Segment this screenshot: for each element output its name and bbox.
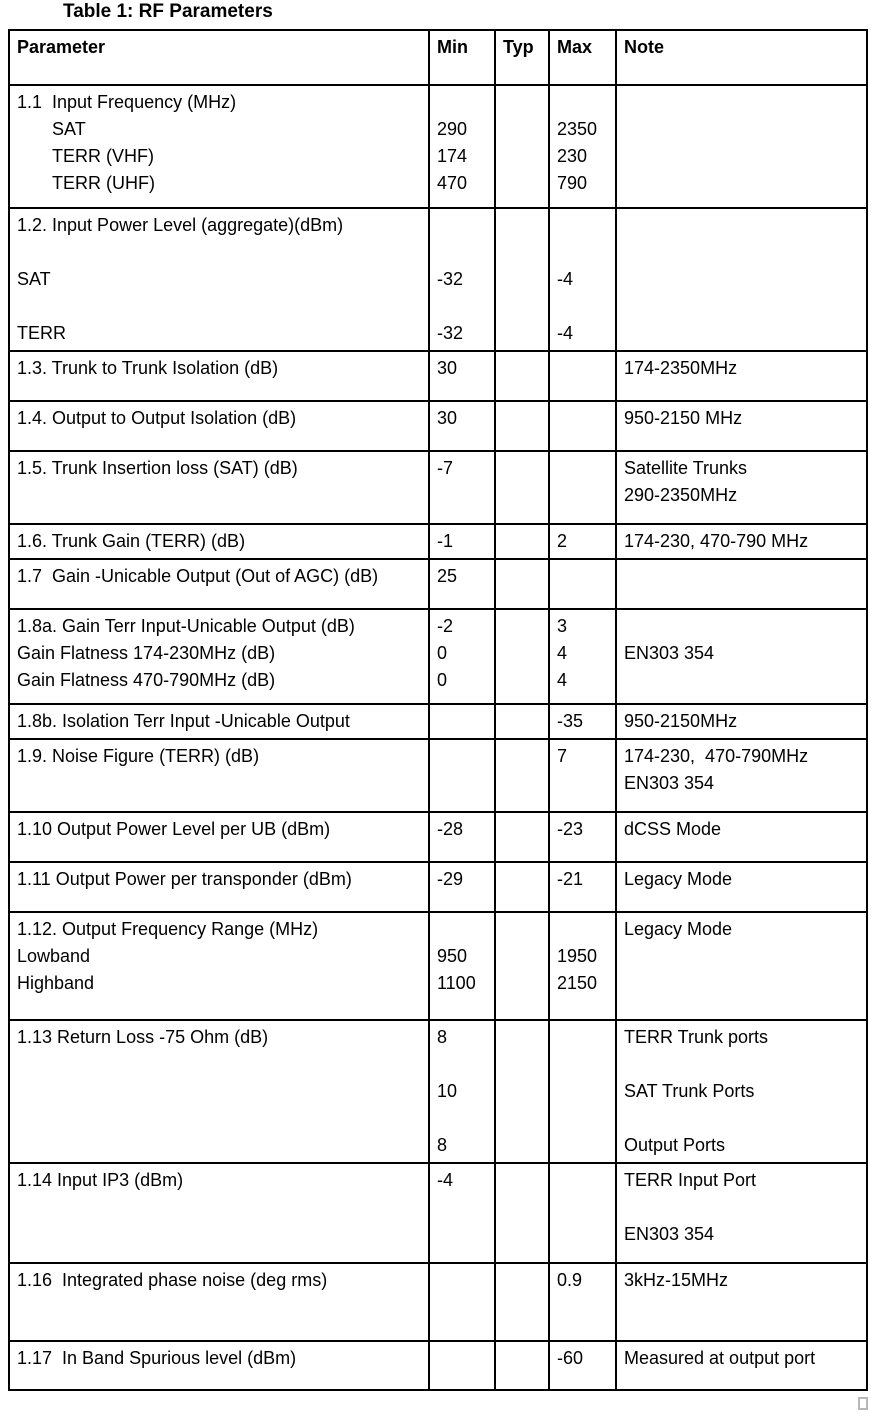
cell-line: 1.6. Trunk Gain (TERR) (dB) xyxy=(17,531,246,551)
cell-line: Measured at output port xyxy=(624,1348,816,1368)
table-row xyxy=(9,524,867,559)
cell-line: 174-230, 470-790MHz xyxy=(624,746,809,766)
cell-line: Legacy Mode xyxy=(624,919,733,939)
cell-line: EN303 354 xyxy=(624,1224,715,1244)
cell-line: -29 xyxy=(437,869,464,889)
cell-line: 30 xyxy=(437,408,458,428)
cell-parameter xyxy=(9,1020,429,1163)
cell-min xyxy=(429,1263,495,1341)
table-row xyxy=(9,1341,867,1390)
cell-line xyxy=(437,89,487,116)
cell-parameter xyxy=(9,862,429,912)
cell-max xyxy=(549,609,616,704)
cell-line xyxy=(624,1051,859,1078)
cell-parameter xyxy=(9,609,429,704)
cell-max xyxy=(549,451,616,524)
cell-note xyxy=(616,208,867,351)
cell-parameter xyxy=(9,1263,429,1341)
cell-typ xyxy=(495,1263,549,1341)
cell-note xyxy=(616,1263,867,1341)
cell-line: -28 xyxy=(437,819,464,839)
cell-line xyxy=(437,1105,487,1132)
cell-typ xyxy=(495,524,549,559)
header-min: Min xyxy=(429,30,495,85)
cell-line: 30 xyxy=(437,358,458,378)
cell-line: 174-230, 470-790 MHz xyxy=(624,531,809,551)
cell-note xyxy=(616,739,867,812)
cell-max xyxy=(549,912,616,1020)
cell-line: Gain Flatness 174-230MHz (dB) xyxy=(17,643,276,663)
cell-min xyxy=(429,401,495,451)
cell-max xyxy=(549,739,616,812)
cell-note xyxy=(616,351,867,401)
cell-line: 1.4. Output to Output Isolation (dB) xyxy=(17,408,297,428)
cell-max xyxy=(549,1163,616,1263)
cell-typ xyxy=(495,704,549,739)
cell-line: Lowband xyxy=(17,946,91,966)
cell-line: 950-2150MHz xyxy=(624,711,738,731)
cell-typ xyxy=(495,739,549,812)
cell-parameter xyxy=(9,351,429,401)
table-header-row xyxy=(9,30,867,85)
cell-line: 950-2150 MHz xyxy=(624,408,743,428)
cell-line: 7 xyxy=(557,746,568,766)
cell-line xyxy=(557,89,608,116)
cell-line: 1.7 Gain -Unicable Output (Out of AGC) (dB) xyxy=(17,566,379,586)
cell-max xyxy=(549,704,616,739)
cell-note xyxy=(616,1020,867,1163)
cell-line: 4 xyxy=(557,643,568,663)
cell-line: 1.14 Input IP3 (dBm) xyxy=(17,1170,184,1190)
header-note: Note xyxy=(616,30,867,85)
cell-note xyxy=(616,451,867,524)
cell-line: 3kHz-15MHz xyxy=(624,1270,729,1290)
cell-line xyxy=(437,293,487,320)
cell-typ xyxy=(495,862,549,912)
cell-parameter xyxy=(9,812,429,862)
cell-typ xyxy=(495,1341,549,1390)
table-row xyxy=(9,208,867,351)
cell-note xyxy=(616,1163,867,1263)
cell-line: 1.2. Input Power Level (aggregate)(dBm) xyxy=(17,215,344,235)
cell-line xyxy=(437,1051,487,1078)
cell-note xyxy=(616,1341,867,1390)
table-row xyxy=(9,451,867,524)
header-typ: Typ xyxy=(495,30,549,85)
cell-typ xyxy=(495,559,549,609)
cell-line: 2 xyxy=(557,531,568,551)
cell-parameter xyxy=(9,208,429,351)
cell-line: 790 xyxy=(557,173,588,193)
cell-max xyxy=(549,1020,616,1163)
cell-typ xyxy=(495,609,549,704)
table-row xyxy=(9,739,867,812)
cell-typ xyxy=(495,401,549,451)
cell-note xyxy=(616,609,867,704)
cell-line xyxy=(557,916,608,943)
cell-line: Highband xyxy=(17,973,95,993)
cell-line: 1.17 In Band Spurious level (dBm) xyxy=(17,1348,297,1368)
cell-line: -32 xyxy=(437,269,464,289)
cell-line: -23 xyxy=(557,819,584,839)
cell-typ xyxy=(495,351,549,401)
cell-line: -1 xyxy=(437,531,454,551)
table-row xyxy=(9,862,867,912)
cell-line: 1.9. Noise Figure (TERR) (dB) xyxy=(17,746,260,766)
cell-max xyxy=(549,1263,616,1341)
cell-line: 4 xyxy=(557,670,568,690)
cell-line: -21 xyxy=(557,869,584,889)
cell-line: -60 xyxy=(557,1348,584,1368)
cell-line xyxy=(557,212,608,239)
cell-parameter xyxy=(9,524,429,559)
cell-line: 950 xyxy=(437,946,468,966)
cell-line: 1.8a. Gain Terr Input-Unicable Output (dB) xyxy=(17,616,355,636)
cell-line: Gain Flatness 470-790MHz (dB) xyxy=(17,670,276,690)
cell-line: -32 xyxy=(437,323,464,343)
table-resize-handle[interactable] xyxy=(858,1397,868,1410)
cell-line: 1.3. Trunk to Trunk Isolation (dB) xyxy=(17,358,279,378)
cell-line: dCSS Mode xyxy=(624,819,722,839)
cell-max xyxy=(549,401,616,451)
cell-line: 0 xyxy=(437,643,448,663)
cell-min xyxy=(429,1163,495,1263)
cell-line: 25 xyxy=(437,566,458,586)
cell-line: 0 xyxy=(437,670,448,690)
cell-typ xyxy=(495,912,549,1020)
cell-note xyxy=(616,812,867,862)
cell-min xyxy=(429,912,495,1020)
cell-max xyxy=(549,862,616,912)
cell-line: 290-2350MHz xyxy=(624,485,738,505)
cell-min xyxy=(429,704,495,739)
cell-parameter xyxy=(9,1163,429,1263)
cell-line: 1100 xyxy=(437,973,476,993)
cell-min xyxy=(429,1341,495,1390)
cell-typ xyxy=(495,1020,549,1163)
cell-min xyxy=(429,451,495,524)
table-row xyxy=(9,912,867,1020)
table-caption: Table 1: RF Parameters xyxy=(63,1,273,22)
cell-note xyxy=(616,85,867,208)
cell-line xyxy=(624,1105,859,1132)
table-row xyxy=(9,609,867,704)
cell-min xyxy=(429,739,495,812)
cell-line xyxy=(557,293,608,320)
cell-line: 0.9 xyxy=(557,1270,583,1290)
table-row xyxy=(9,704,867,739)
cell-line: 1.1 Input Frequency (MHz) xyxy=(17,92,237,112)
table-row xyxy=(9,85,867,208)
cell-parameter xyxy=(9,401,429,451)
cell-line: TERR xyxy=(17,323,66,343)
cell-line: 290 xyxy=(437,119,468,139)
cell-line: -4 xyxy=(437,1170,454,1190)
cell-line: 230 xyxy=(557,146,588,166)
cell-line: SAT xyxy=(17,119,86,139)
cell-note xyxy=(616,862,867,912)
cell-parameter xyxy=(9,559,429,609)
cell-line xyxy=(17,293,421,320)
cell-line: 8 xyxy=(437,1135,448,1155)
cell-parameter xyxy=(9,912,429,1020)
cell-line xyxy=(17,239,421,266)
cell-line xyxy=(557,239,608,266)
table-row xyxy=(9,559,867,609)
cell-typ xyxy=(495,85,549,208)
cell-line: TERR (VHF) xyxy=(17,146,155,166)
cell-line: -4 xyxy=(557,269,574,289)
cell-parameter xyxy=(9,704,429,739)
cell-line: 1.12. Output Frequency Range (MHz) xyxy=(17,919,319,939)
cell-line: 2150 xyxy=(557,973,598,993)
cell-line: 470 xyxy=(437,173,468,193)
cell-parameter xyxy=(9,1341,429,1390)
cell-line: -2 xyxy=(437,616,454,636)
cell-typ xyxy=(495,812,549,862)
cell-line: 1.10 Output Power Level per UB (dBm) xyxy=(17,819,331,839)
cell-line: SAT Trunk Ports xyxy=(624,1081,755,1101)
cell-line: EN303 354 xyxy=(624,773,715,793)
cell-line: 174-2350MHz xyxy=(624,358,738,378)
rf-parameters-table xyxy=(8,29,868,1391)
cell-line xyxy=(624,613,859,640)
header-max: Max xyxy=(549,30,616,85)
cell-parameter xyxy=(9,451,429,524)
cell-min xyxy=(429,85,495,208)
cell-line: Satellite Trunks xyxy=(624,458,748,478)
cell-max xyxy=(549,351,616,401)
cell-line: 1.13 Return Loss -75 Ohm (dB) xyxy=(17,1027,269,1047)
cell-max xyxy=(549,85,616,208)
cell-max xyxy=(549,1341,616,1390)
cell-line: TERR Trunk ports xyxy=(624,1027,769,1047)
cell-line: SAT xyxy=(17,269,51,289)
cell-line: TERR (UHF) xyxy=(17,173,155,193)
table-row xyxy=(9,401,867,451)
cell-line: Output Ports xyxy=(624,1135,726,1155)
cell-note xyxy=(616,401,867,451)
cell-min xyxy=(429,208,495,351)
cell-line: 8 xyxy=(437,1027,448,1047)
cell-note xyxy=(616,704,867,739)
cell-min xyxy=(429,351,495,401)
table-row xyxy=(9,1263,867,1341)
cell-line: -7 xyxy=(437,458,454,478)
table-row xyxy=(9,812,867,862)
cell-line xyxy=(624,1194,859,1221)
cell-line: 10 xyxy=(437,1081,458,1101)
cell-typ xyxy=(495,1163,549,1263)
cell-line: Legacy Mode xyxy=(624,869,733,889)
table-row xyxy=(9,1020,867,1163)
cell-max xyxy=(549,524,616,559)
cell-line: 1.5. Trunk Insertion loss (SAT) (dB) xyxy=(17,458,298,478)
cell-min xyxy=(429,812,495,862)
cell-line: -4 xyxy=(557,323,574,343)
cell-min xyxy=(429,524,495,559)
cell-note xyxy=(616,524,867,559)
cell-line xyxy=(437,239,487,266)
cell-typ xyxy=(495,451,549,524)
cell-line: 1.16 Integrated phase noise (deg rms) xyxy=(17,1270,328,1290)
cell-parameter xyxy=(9,85,429,208)
cell-note xyxy=(616,912,867,1020)
cell-max xyxy=(549,559,616,609)
cell-typ xyxy=(495,208,549,351)
cell-line: 1.8b. Isolation Terr Input -Unicable Output xyxy=(17,711,350,731)
cell-max xyxy=(549,208,616,351)
cell-line xyxy=(437,916,487,943)
table-row xyxy=(9,1163,867,1263)
cell-line: 1950 xyxy=(557,946,598,966)
cell-max xyxy=(549,812,616,862)
cell-min xyxy=(429,559,495,609)
cell-line: 2350 xyxy=(557,119,598,139)
header-parameter: Parameter xyxy=(9,30,429,85)
cell-line: 174 xyxy=(437,146,468,166)
cell-line xyxy=(437,212,487,239)
cell-line: -35 xyxy=(557,711,584,731)
cell-line: 3 xyxy=(557,616,568,636)
cell-line: 1.11 Output Power per transponder (dBm) xyxy=(17,869,352,889)
cell-parameter xyxy=(9,739,429,812)
cell-line: EN303 354 xyxy=(624,643,715,663)
table-row xyxy=(9,351,867,401)
cell-min xyxy=(429,862,495,912)
cell-min xyxy=(429,609,495,704)
cell-line: TERR Input Port xyxy=(624,1170,757,1190)
cell-min xyxy=(429,1020,495,1163)
cell-note xyxy=(616,559,867,609)
